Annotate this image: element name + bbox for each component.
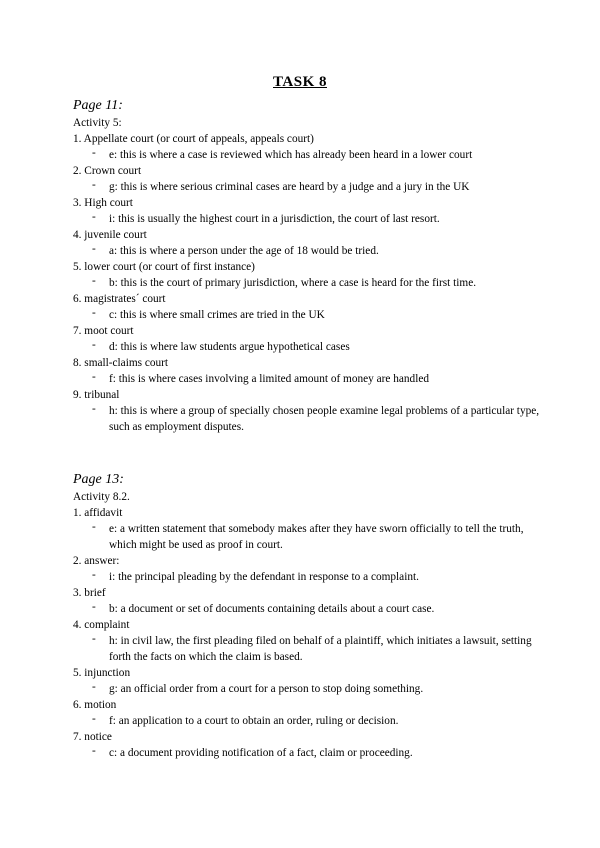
answer-text: h: in civil law, the first pleading filed on behalf of a plaintiff, which initiates a lawsuit, setting forth the facts on which the claim is based.	[109, 635, 532, 663]
term-item: 9. tribunal	[73, 389, 120, 401]
bullet-dash: -	[92, 307, 96, 319]
answer-item	[73, 211, 543, 227]
answer-text: c: a document providing notification of a fact, claim or proceeding.	[109, 747, 413, 759]
answer-text: f: an application to a court to obtain an order, ruling or decision.	[109, 715, 399, 727]
answer-item	[73, 633, 543, 665]
answer-item	[73, 339, 543, 355]
answer-text: a: this is where a person under the age of 18 would be tried.	[109, 245, 379, 257]
bullet-dash: -	[92, 681, 96, 693]
term-item: 3. High court	[73, 197, 133, 209]
activity-label: Activity 5:	[73, 117, 122, 129]
answer-text: g: an official order from a court for a person to stop doing something.	[109, 683, 424, 695]
bullet-dash: -	[92, 147, 96, 159]
page-heading: Page 11:	[73, 98, 123, 113]
answer-item	[73, 243, 543, 259]
bullet-dash: -	[92, 339, 96, 351]
answer-item	[73, 521, 543, 553]
page-heading: Page 13:	[73, 472, 124, 487]
answer-item	[73, 371, 543, 387]
answer-item	[73, 601, 543, 617]
section-page-13	[73, 471, 543, 761]
term-item: 7. moot court	[73, 325, 134, 337]
term-item: 5. lower court (or court of first instance)	[73, 261, 255, 273]
answer-text: e: this is where a case is reviewed which has already been heard in a lower court	[109, 149, 473, 161]
answer-item	[73, 179, 543, 195]
answer-item	[73, 681, 543, 697]
answer-text: g: this is where serious criminal cases are heard by a judge and a jury in the UK	[109, 181, 470, 193]
term-item: 8. small-claims court	[73, 357, 169, 369]
term-item: 6. motion	[73, 699, 117, 711]
term-item: 6. magistrates´ court	[73, 293, 166, 305]
term-list	[73, 505, 543, 761]
answer-text: h: this is where a group of specially chosen people examine legal problems of a particular type, such as employment disputes.	[109, 405, 540, 433]
answer-text: b: this is the court of primary jurisdiction, where a case is heard for the first time.	[109, 277, 477, 289]
bullet-dash: -	[92, 243, 96, 255]
term-item: 4. complaint	[73, 619, 130, 631]
bullet-dash: -	[92, 633, 96, 645]
bullet-dash: -	[92, 713, 96, 725]
bullet-dash: -	[92, 211, 96, 223]
bullet-dash: -	[92, 275, 96, 287]
term-item: 1. Appellate court (or court of appeals, appeals court)	[73, 133, 314, 145]
answer-item	[73, 147, 543, 163]
answer-text: i: this is usually the highest court in a jurisdiction, the court of last resort.	[109, 213, 440, 225]
term-item: 7. notice	[73, 731, 112, 743]
term-item: 5. injunction	[73, 667, 131, 679]
answer-item	[73, 569, 543, 585]
answer-item	[73, 275, 543, 291]
answer-text: c: this is where small crimes are tried in the UK	[109, 309, 325, 321]
term-item: 2. answer:	[73, 555, 120, 567]
answer-text: f: this is where cases involving a limited amount of money are handled	[109, 373, 429, 385]
answer-item	[73, 713, 543, 729]
bullet-dash: -	[92, 371, 96, 383]
document-title: TASK 8	[273, 74, 327, 90]
activity-label: Activity 8.2.	[73, 491, 130, 503]
bullet-dash: -	[92, 569, 96, 581]
section-page-11	[73, 97, 543, 435]
bullet-dash: -	[92, 745, 96, 757]
term-item: 2. Crown court	[73, 165, 142, 177]
bullet-dash: -	[92, 403, 96, 415]
answer-item	[73, 403, 543, 435]
term-item: 3. brief	[73, 587, 106, 599]
term-item: 4. juvenile court	[73, 229, 147, 241]
answer-item	[73, 745, 543, 761]
bullet-dash: -	[92, 179, 96, 191]
answer-text: e: a written statement that somebody makes after they have sworn officially to tell the truth, which might be used as proof in court.	[109, 523, 524, 551]
answer-text: b: a document or set of documents containing details about a court case.	[109, 603, 435, 615]
answer-text: d: this is where law students argue hypothetical cases	[109, 341, 350, 353]
term-item: 1. affidavit	[73, 507, 123, 519]
term-list	[73, 131, 543, 435]
answer-text: i: the principal pleading by the defendant in response to a complaint.	[109, 571, 419, 583]
answer-item	[73, 307, 543, 323]
bullet-dash: -	[92, 521, 96, 533]
bullet-dash: -	[92, 601, 96, 613]
